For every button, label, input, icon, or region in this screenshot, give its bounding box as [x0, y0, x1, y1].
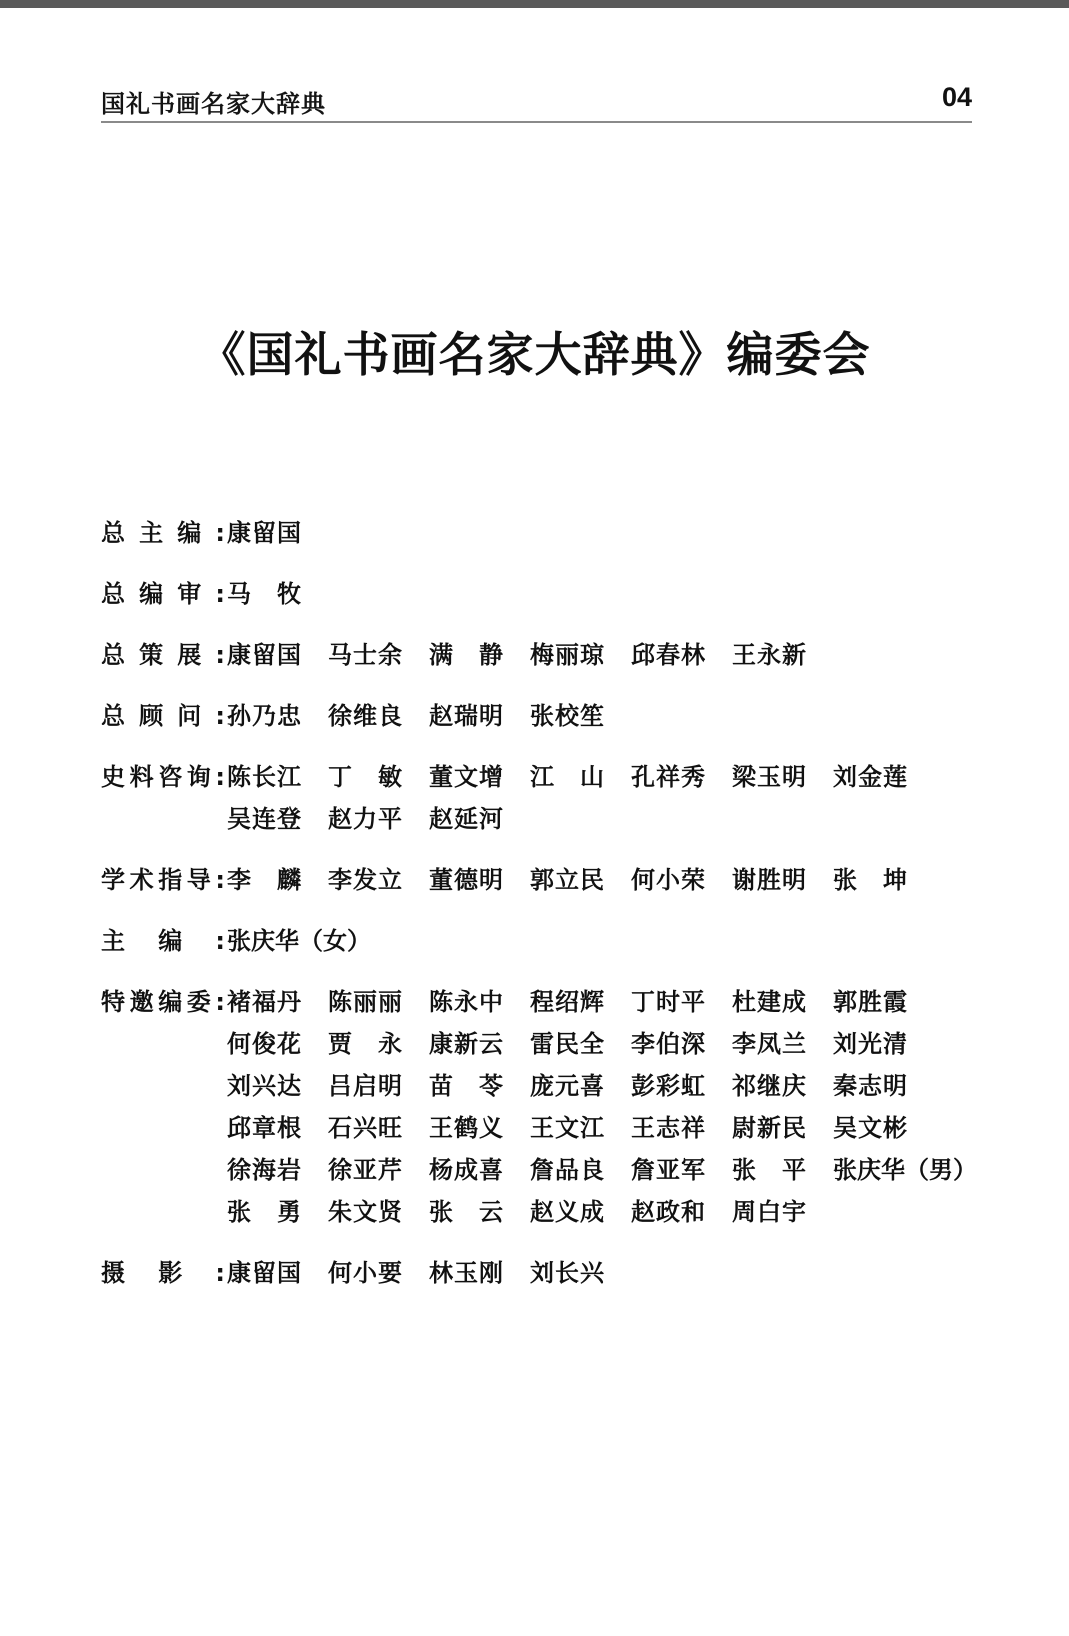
member-name: 朱文贤	[328, 1197, 402, 1226]
name-line	[227, 920, 1001, 962]
role-label: 总顾问:	[101, 702, 225, 730]
member-name: 梅丽琼	[530, 640, 604, 669]
member-name: 孙乃忠	[227, 701, 301, 730]
member-name: 吕启明	[328, 1071, 402, 1100]
member-name: 王文江	[530, 1113, 604, 1142]
name-line	[227, 573, 1001, 615]
role-label: 总编审:	[101, 580, 225, 608]
name-line	[227, 1191, 1001, 1233]
committee-role-row	[101, 634, 1001, 676]
member-name: 雷民全	[530, 1029, 604, 1058]
member-name: 康留国	[227, 1258, 301, 1287]
member-name: 邱章根	[227, 1113, 301, 1142]
committee-role-row	[101, 695, 1001, 737]
member-name: 郭立民	[530, 865, 604, 894]
member-name: 马 牧	[227, 579, 301, 608]
member-name: 王鹤义	[429, 1113, 503, 1142]
committee-list	[101, 512, 1001, 1313]
member-name: 张庆华（男）	[833, 1155, 977, 1184]
member-name: 董德明	[429, 865, 503, 894]
page-header	[101, 78, 972, 122]
page-number: 04	[941, 82, 972, 112]
member-name: 刘金莲	[833, 762, 907, 791]
member-name: 徐亚芹	[328, 1155, 402, 1184]
member-name: 刘长兴	[530, 1258, 604, 1287]
member-name: 康留国	[227, 518, 301, 547]
member-name: 刘兴达	[227, 1071, 301, 1100]
role-label: 特邀编委:	[101, 988, 225, 1016]
member-name: 陈丽丽	[328, 987, 402, 1016]
member-name: 张庆华（女）	[227, 926, 371, 955]
member-name: 何小荣	[631, 865, 705, 894]
committee-role-row	[101, 1252, 1001, 1294]
member-name: 彭彩虹	[631, 1071, 705, 1100]
committee-role-row	[101, 573, 1001, 615]
member-name: 林玉刚	[429, 1258, 503, 1287]
role-names	[227, 634, 1001, 676]
member-name: 江 山	[530, 762, 604, 791]
member-name: 康新云	[429, 1029, 503, 1058]
name-line	[227, 695, 1001, 737]
name-line	[227, 1023, 1001, 1065]
member-name: 褚福丹	[227, 987, 301, 1016]
role-label: 总主编:	[101, 519, 225, 547]
running-title: 国礼书画名家大辞典	[101, 89, 326, 118]
member-name: 满 静	[429, 640, 503, 669]
committee-role-row	[101, 756, 1001, 840]
member-name: 赵义成	[530, 1197, 604, 1226]
member-name: 梁玉明	[732, 762, 806, 791]
member-name: 秦志明	[833, 1071, 907, 1100]
name-line	[227, 1149, 1001, 1191]
member-name: 董文增	[429, 762, 503, 791]
name-line	[227, 798, 1001, 840]
role-label: 史料咨询:	[101, 763, 225, 791]
member-name: 何俊花	[227, 1029, 301, 1058]
member-name: 何小要	[328, 1258, 402, 1287]
member-name: 杨成喜	[429, 1155, 503, 1184]
role-names	[227, 920, 1001, 962]
member-name: 陈永中	[429, 987, 503, 1016]
member-name: 杜建成	[732, 987, 806, 1016]
member-name: 徐海岩	[227, 1155, 301, 1184]
member-name: 张 坤	[833, 865, 907, 894]
member-name: 李凤兰	[732, 1029, 806, 1058]
role-label: 学术指导:	[101, 866, 225, 894]
role-label: 总策展:	[101, 641, 225, 669]
role-names	[227, 512, 1001, 554]
member-name: 刘光清	[833, 1029, 907, 1058]
member-name: 李伯深	[631, 1029, 705, 1058]
name-line	[227, 1107, 1001, 1149]
member-name: 苗 苓	[429, 1071, 503, 1100]
member-name: 丁时平	[631, 987, 705, 1016]
committee-role-row	[101, 512, 1001, 554]
role-names	[227, 1252, 1001, 1294]
member-name: 尉新民	[732, 1113, 806, 1142]
name-line	[227, 634, 1001, 676]
member-name: 邱春林	[631, 640, 705, 669]
member-name: 王永新	[732, 640, 806, 669]
member-name: 康留国	[227, 640, 301, 669]
role-names	[227, 573, 1001, 615]
member-name: 郭胜霞	[833, 987, 907, 1016]
name-line	[227, 859, 1001, 901]
member-name: 赵延河	[429, 804, 503, 833]
header-divider	[101, 121, 972, 123]
member-name: 陈长江	[227, 762, 301, 791]
role-names	[227, 756, 1001, 840]
name-line	[227, 1065, 1001, 1107]
member-name: 丁 敏	[328, 762, 402, 791]
name-line	[227, 1252, 1001, 1294]
member-name: 徐维良	[328, 701, 402, 730]
member-name: 张 勇	[227, 1197, 301, 1226]
member-name: 谢胜明	[732, 865, 806, 894]
member-name: 张校笙	[530, 701, 604, 730]
member-name: 张 平	[732, 1155, 806, 1184]
role-label: 主编:	[101, 927, 225, 955]
member-name: 石兴旺	[328, 1113, 402, 1142]
name-line	[227, 512, 1001, 554]
committee-role-row	[101, 920, 1001, 962]
member-name: 詹亚军	[631, 1155, 705, 1184]
role-names	[227, 981, 1001, 1233]
member-name: 祁继庆	[732, 1071, 806, 1100]
member-name: 赵力平	[328, 804, 402, 833]
member-name: 贾 永	[328, 1029, 402, 1058]
top-border-bar	[0, 0, 1069, 8]
role-names	[227, 695, 1001, 737]
member-name: 程绍辉	[530, 987, 604, 1016]
member-name: 周白宇	[732, 1197, 806, 1226]
member-name: 王志祥	[631, 1113, 705, 1142]
committee-role-row	[101, 859, 1001, 901]
role-label: 摄影:	[101, 1259, 225, 1287]
member-name: 赵瑞明	[429, 701, 503, 730]
committee-role-row	[101, 981, 1001, 1233]
member-name: 李发立	[328, 865, 402, 894]
name-line	[227, 756, 1001, 798]
member-name: 李 麟	[227, 865, 301, 894]
member-name: 詹品良	[530, 1155, 604, 1184]
role-names	[227, 859, 1001, 901]
member-name: 马士余	[328, 640, 402, 669]
member-name: 孔祥秀	[631, 762, 705, 791]
member-name: 庞元喜	[530, 1071, 604, 1100]
name-line	[227, 981, 1001, 1023]
member-name: 吴连登	[227, 804, 301, 833]
page-title: 《国礼书画名家大辞典》编委会	[198, 328, 871, 383]
member-name: 张 云	[429, 1197, 503, 1226]
member-name: 赵政和	[631, 1197, 705, 1226]
member-name: 吴文彬	[833, 1113, 907, 1142]
